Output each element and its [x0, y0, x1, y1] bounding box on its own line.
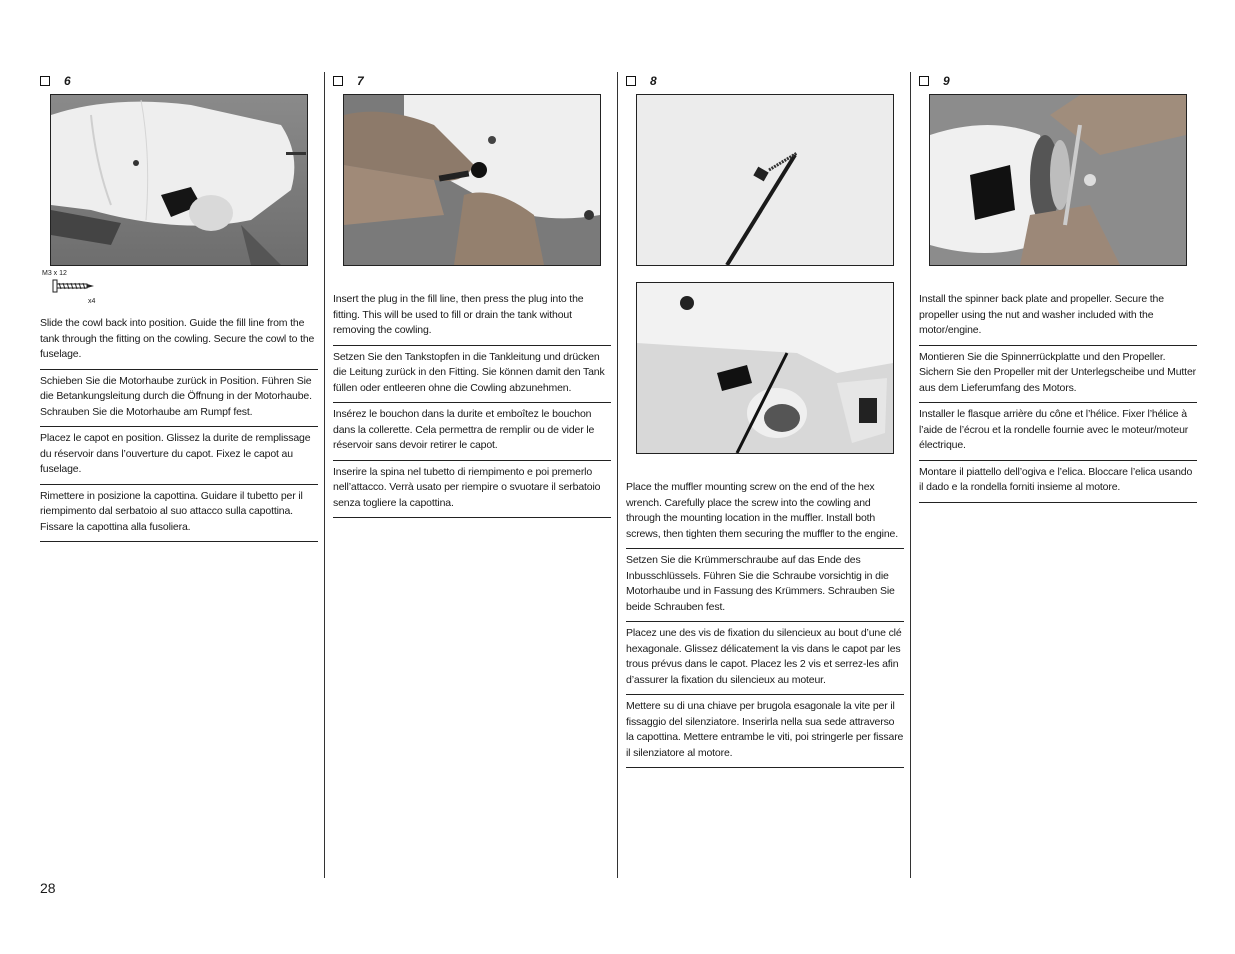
instruction-de: Setzen Sie den Tankstopfen in die Tankleitung und drücken die Leitung zurück in den Fitting. Sie können damit den Tank füllen oder entleeren ohne die Cowling abzunehmen. [333, 346, 611, 404]
column-divider [324, 72, 325, 878]
step-checkbox[interactable] [40, 76, 50, 86]
step-9 [919, 72, 1197, 503]
instruction-fr: Insérez le bouchon dans la durite et emboîtez le bouchon dans la collerette. Cela permettra de remplir ou de vider le réservoir sans devoir retirer le capot. [333, 403, 611, 461]
instruction-de: Setzen Sie die Krümmerschraube auf das Ende des Inbusschlüssels. Führen Sie die Schraube vorsichtig in die Motorhaube und in Fassung des Krümmers. Schrauben Sie beide Schrauben fest. [626, 549, 904, 622]
hardware-quantity: x4 [88, 298, 96, 305]
instruction-en: Slide the cowl back into position. Guide the fill line from the tank through the fitting on the cowling. Secure the cowl to the fuselage. [40, 316, 318, 370]
step-6 [40, 72, 318, 542]
step-header [919, 72, 1197, 90]
instructions [40, 316, 318, 542]
step-photo-cowl [50, 94, 308, 266]
instruction-it: Inserire la spina nel tubetto di riempimento e poi premerlo nell’attacco. Verrà usato per riempire o svuotare il serbatoio senza togliere la capottina. [333, 461, 611, 519]
instruction-it: Rimettere in posizione la capottina. Guidare il tubetto per il riempimento dal serbatoio al suo attacco sulla capottina. Fissare la capottina alla fusoliera. [40, 485, 318, 543]
step-number: 8 [650, 74, 657, 88]
step-checkbox[interactable] [626, 76, 636, 86]
step-header [333, 72, 611, 90]
step-7 [333, 72, 611, 518]
step-number: 7 [357, 74, 364, 88]
step-header [626, 72, 904, 90]
instruction-it: Mettere su di una chiave per brugola esagonale la vite per il fissaggio del silenziatore. Inserirla nella sua sede attraverso la capottina. Mettere entrambe le viti, poi stringerle per fissare il silenziatore al motore. [626, 695, 904, 768]
instructions [333, 292, 611, 518]
instruction-en: Insert the plug in the fill line, then press the plug into the fitting. This will be used to fill or drain the tank without removing the cowling. [333, 292, 611, 346]
instruction-fr: Placez le capot en position. Glissez la durite de remplissage du réservoir dans l’ouverture du capot. Fixez le capot au fuselage. [40, 427, 318, 485]
instructions [626, 480, 904, 768]
column-divider [617, 72, 618, 878]
instruction-it: Montare il piattello dell’ogiva e l’elica. Bloccare l’elica usando il dado e la rondella forniti insieme al motore. [919, 461, 1197, 503]
step-number: 6 [64, 74, 71, 88]
step-photo-hex-wrench [636, 94, 894, 266]
instruction-de: Schieben Sie die Motorhaube zurück in Position. Führen Sie die Betankungsleitung durch die Öffnung in der Motorhaube. Schrauben Sie die Motorhaube am Rumpf fest. [40, 370, 318, 428]
instruction-de: Montieren Sie die Spinnerrückplatte und den Propeller. Sichern Sie den Propeller mit der Unterlegscheibe und Mutter aus dem Lieferumfang des Motors. [919, 346, 1197, 404]
step-photo-muffler [636, 282, 894, 454]
step-photo-propeller [929, 94, 1187, 266]
step-header [40, 72, 318, 90]
hardware-label: M3 x 12 [42, 270, 67, 277]
column-divider [910, 72, 911, 878]
page-number: 28 [40, 880, 56, 896]
step-checkbox[interactable] [333, 76, 343, 86]
step-8 [626, 72, 904, 768]
step-photo-fill-plug [343, 94, 601, 266]
instruction-en: Place the muffler mounting screw on the end of the hex wrench. Carefully place the screw into the cowling and through the mounting location in the muffler. Install both screws, then tighten them securing the muffler to the engine. [626, 480, 904, 549]
screw-icon [52, 279, 96, 293]
step-number: 9 [943, 74, 950, 88]
instruction-fr: Installer le flasque arrière du cône et l’hélice. Fixer l’hélice à l’aide de l’écrou et la rondelle fournie avec le moteur/moteur électrique. [919, 403, 1197, 461]
hardware-callout [40, 266, 318, 316]
instruction-en: Install the spinner back plate and propeller. Secure the propeller using the nut and washer included with the motor/engine. [919, 292, 1197, 346]
instructions [919, 292, 1197, 503]
step-checkbox[interactable] [919, 76, 929, 86]
instruction-fr: Placez une des vis de fixation du silencieux au bout d’une clé hexagonale. Glissez délicatement la vis dans le capot par les trous prévus dans le capot. Placez les 2 vis et serrez-les afin d’assurer la fixation du silencieux au moteur. [626, 622, 904, 695]
